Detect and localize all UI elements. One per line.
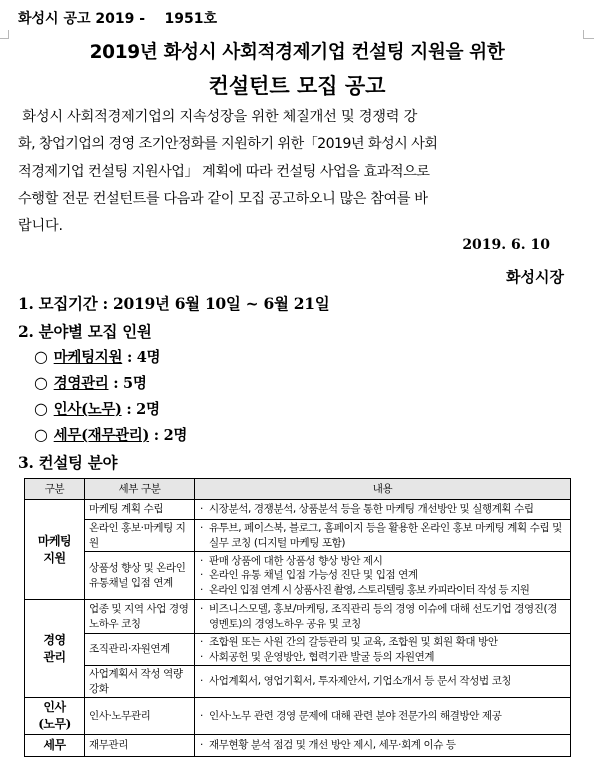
content-cell [195,500,571,520]
content-item: · 유투브, 페이스북, 블로그, 홈페이지 등을 활용한 온라인 홍보 마케팅 계획 수립 및 실무 코칭 (디지털 마케팅 포함) [199,521,566,550]
subcategory-cell: 인사·노무관리 [85,698,195,735]
recruit-field: 인사(노무) [53,401,122,418]
subcategory-cell: 업종 및 지역 사업 경영 노하우 코칭 [85,600,195,634]
content-cell [195,666,571,698]
recruit-item [34,398,160,419]
content-item: · 시장분석, 경쟁분석, 상품분석 등을 통한 마케팅 개선방안 및 실행계획 수립 [199,502,566,517]
subcategory-cell: 조직관리·자원연계 [85,634,195,666]
content-item: · 인사·노무 관련 경영 문제에 대해 관련 분야 전문가의 해결방안 제공 [199,709,566,724]
category-cell: 인사 (노무) [25,698,85,735]
content-item: · 사회공헌 및 운영방안, 협력기관 발굴 등의 자원연계 [199,650,566,665]
content-cell [195,520,571,552]
consulting-fields-table [24,478,571,757]
content-item: · 비즈니스모델, 홍보/마케팅, 조직관리 등의 경영 이슈에 대해 선도기업 경영진(경영멘토)의 경영노하우 공유 및 코칭 [199,602,566,631]
content-item: · 사업계획서, 영업기획서, 투자제안서, 기업소개서 등 문서 작성법 코칭 [199,674,566,689]
content-cell [195,735,571,757]
subcategory-cell: 마케팅 계획 수립 [85,500,195,520]
column-header: 구분 [25,479,85,500]
intro-paragraph [18,104,576,240]
title-line-1: 2019년 화성시 사회적경제기업 컨설팅 지원을 위한 [89,42,505,63]
content-cell [195,600,571,634]
column-header: 내용 [195,479,571,500]
intro-line: 랍니다. [18,218,63,235]
table-row [25,666,571,698]
content-cell [195,698,571,735]
content-item: · 재무현황 분석 점검 및 개선 방안 제시, 세무·회계 이슈 등 [199,738,566,753]
intro-line: 수행할 전문 컨설턴트를 다음과 같이 모집 공고하오니 많은 참여를 바 [18,190,428,207]
recruit-item [34,346,160,367]
intro-line: 화, 창업기업의 경영 조기안정화를 지원하기 위한「2019년 화성시 사회 [18,136,438,153]
table-row [25,698,571,735]
notice-number: 화성시 공고 2019 - 1951호 [18,11,218,27]
intro-line: 화성시 사회적경제기업의 지속성장을 위한 체질개선 및 경쟁력 강 [18,109,418,125]
circle-bullet-icon: ○ [34,425,48,444]
recruit-count: : 2명 [149,427,188,444]
subcategory-cell: 재무관리 [85,735,195,757]
section-recruit-period: 1. 모집기간 : 2019년 6월 10일 ~ 6월 21일 [18,294,330,313]
notice-date: 2019. 6. 10 [462,237,550,253]
recruit-field: 세무(재무관리) [53,427,150,444]
recruit-count: : 2명 [121,401,160,418]
recruit-item [34,424,187,445]
intro-line: 적경제기업 컨설팅 지원사업」 계획에 따라 컨설팅 사업을 효과적으로 [18,163,430,180]
category-cell: 마케팅 지원 [25,500,85,600]
content-item: · 온라인 입점 연계 시 상품사진 촬영, 스토리텔링 홍보 카피라이터 작성 등 지원 [199,583,566,598]
table-row [25,634,571,666]
content-item: · 판매 상품에 대한 상품성 향상 방안 제시 [199,554,566,569]
subcategory-cell: 사업계획서 작성 역량 강화 [85,666,195,698]
content-cell [195,634,571,666]
category-cell: 경영 관리 [25,600,85,698]
recruit-item [34,372,147,393]
table-row [25,600,571,634]
circle-bullet-icon: ○ [34,347,48,366]
table-row [25,500,571,520]
subcategory-cell: 상품성 향상 및 온라인 유통채널 입점 연계 [85,552,195,600]
content-item: · 온라인 유통 채널 입점 가능성 진단 및 입점 연계 [199,568,566,583]
column-header: 세부 구분 [85,479,195,500]
category-cell: 세무 [25,735,85,757]
title-line-2: 컨설턴트 모집 공고 [208,74,386,98]
table-row [25,552,571,600]
subcategory-cell: 온라인 홍보·마케팅 지원 [85,520,195,552]
table-row [25,735,571,757]
recruit-field: 경영관리 [53,375,109,392]
recruit-field: 마케팅지원 [53,349,123,366]
recruit-count: : 5명 [108,375,147,392]
issuing-organization: 화성시장 [506,268,564,286]
section-consulting-fields: 3. 컨설팅 분야 [18,453,118,472]
table-header-row [25,479,571,500]
content-cell [195,552,571,600]
circle-bullet-icon: ○ [34,373,48,392]
table-row [25,520,571,552]
section-recruit-count: 2. 분야별 모집 인원 [18,322,152,341]
content-item: · 조합원 또는 사원 간의 갈등관리 및 교육, 조합원 및 회원 확대 방안 [199,635,566,650]
circle-bullet-icon: ○ [34,399,48,418]
recruit-count: : 4명 [122,349,161,366]
